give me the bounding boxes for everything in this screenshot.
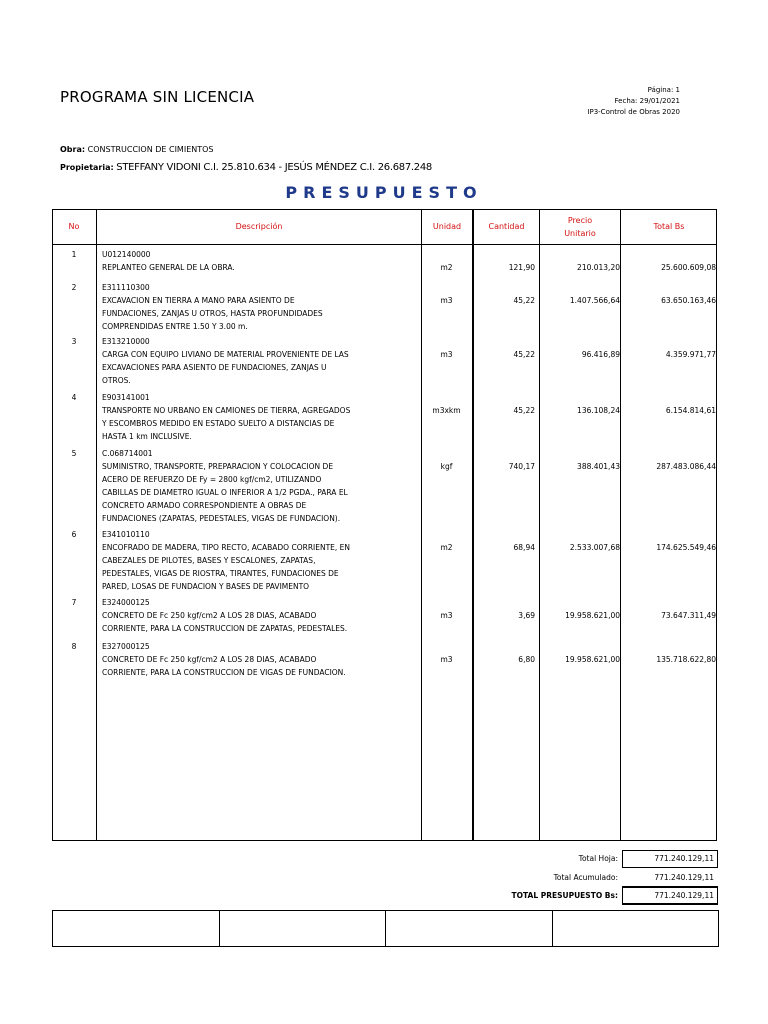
obra-label: Obra: (60, 145, 86, 154)
item-description-line: OTROS. (102, 376, 131, 385)
header-divider (52, 244, 717, 245)
item-unit-price: 96.416,89 (581, 350, 620, 359)
item-unit: kgf (440, 462, 453, 471)
signature-boxes (52, 910, 719, 947)
item-total: 135.718.622,80 (656, 655, 716, 664)
item-description-line: CONCRETO ARMADO CORRESPONDIENTE A OBRAS DE (102, 501, 307, 510)
item-quantity: 740,17 (508, 462, 535, 471)
item-total: 287.483.086,44 (656, 462, 716, 471)
item-unit: m3 (440, 350, 453, 359)
signature-box (53, 911, 220, 946)
item-unit: m3xkm (432, 406, 461, 415)
item-number: 8 (71, 642, 77, 651)
item-description-line: ENCOFRADO DE MADERA, TIPO RECTO, ACABADO CORRIENTE, EN (102, 543, 351, 552)
item-quantity: 68,94 (513, 543, 535, 552)
item-code: E324000125 (102, 598, 150, 607)
item-description-line: Y ESCOMBROS MEDIDO EN ESTADO SUELTO A DISTANCIAS DE (102, 419, 335, 428)
total-hoja-value: 771.240.129,11 (654, 854, 714, 863)
page-number: Página: 1 (647, 86, 680, 94)
item-description-line: COMPRENDIDAS ENTRE 1.50 Y 3.00 m. (102, 322, 248, 331)
propietaria-value: STEFFANY VIDONI C.I. 25.810.634 - JESÚS MÉNDEZ C.I. 26.687.248 (116, 162, 432, 173)
item-total: 174.625.549,46 (656, 543, 716, 552)
column-header-precio-line2: Unitario (564, 228, 596, 238)
column-divider (96, 209, 97, 841)
column-header-precio-line1: Precio (567, 215, 593, 225)
item-code: C.068714001 (102, 449, 153, 458)
item-code: E903141001 (102, 393, 150, 402)
item-number: 7 (71, 598, 77, 607)
software-name: IP3-Control de Obras 2020 (587, 108, 680, 116)
item-description-line: EXCAVACIONES PARA ASIENTO DE FUNDACIONES, ZANJAS U (102, 363, 327, 372)
item-description-line: PEDESTALES, VIGAS DE RIOSTRA, TIRANTES, FUNDACIONES DE (102, 569, 339, 578)
item-code: E313210000 (102, 337, 150, 346)
item-number: 6 (71, 530, 77, 539)
item-quantity: 3,69 (518, 611, 535, 620)
total-presupuesto-value: 771.240.129,11 (654, 891, 714, 900)
item-total: 4.359.971,77 (665, 350, 716, 359)
signature-box (553, 911, 719, 946)
item-description-line: CABILLAS DE DIAMETRO IGUAL O INFERIOR A 1/2 PGDA., PARA EL (102, 488, 348, 497)
item-code: E327000125 (102, 642, 150, 651)
item-unit-price: 1.407.566,64 (569, 296, 620, 305)
item-unit-price: 136.108,24 (577, 406, 620, 415)
document-title: PRESUPUESTO (285, 183, 483, 202)
item-unit-price: 19.958.621,00 (565, 655, 620, 664)
item-number: 3 (71, 337, 77, 346)
item-total: 63.650.163,46 (661, 296, 716, 305)
item-code: E341010110 (102, 530, 150, 539)
item-quantity: 45,22 (513, 296, 535, 305)
item-quantity: 45,22 (513, 350, 535, 359)
column-header-descripcion: Descripción (235, 222, 283, 231)
item-quantity: 121,90 (508, 263, 535, 272)
document-meta (460, 85, 680, 118)
item-unit: m3 (440, 655, 453, 664)
item-code: E311110300 (102, 283, 150, 292)
item-description-line: CORRIENTE, PARA LA CONSTRUCCION DE ZAPATAS, PEDESTALES. (102, 624, 348, 633)
item-total: 25.600.609,08 (661, 263, 716, 272)
total-acumulado-label: Total Acumulado: (553, 873, 618, 882)
column-header-total: Total Bs (653, 222, 685, 231)
item-total: 73.647.311,49 (661, 611, 716, 620)
obra-value: CONSTRUCCION DE CIMIENTOS (87, 145, 214, 154)
item-description-line: CORRIENTE, PARA LA CONSTRUCCION DE VIGAS DE FUNDACION. (102, 668, 346, 677)
item-description-line: CABEZALES DE PILOTES, BASES Y ESCALONES, ZAPATAS, (102, 556, 316, 565)
item-description-line: SUMINISTRO, TRANSPORTE, PREPARACION Y COLOCACION DE (102, 462, 334, 471)
column-header-precio (540, 209, 620, 244)
item-description-line: HASTA 1 km INCLUSIVE. (102, 432, 192, 441)
column-header-cantidad: Cantidad (488, 222, 525, 231)
obra-line (60, 145, 214, 154)
item-number: 5 (71, 449, 77, 458)
item-unit: m3 (440, 611, 453, 620)
item-description-line: FUNDACIONES, ZANJAS U OTROS, HASTA PROFUNDIDADES (102, 309, 323, 318)
item-number: 4 (71, 393, 77, 402)
propietaria-line (60, 162, 432, 173)
column-header-no: No (68, 222, 80, 231)
total-hoja-label: Total Hoja: (578, 854, 618, 863)
total-acumulado-value: 771.240.129,11 (654, 873, 714, 882)
item-unit: m2 (440, 543, 453, 552)
item-description-line: PARED, LOSAS DE FUNDACION Y BASES DE PAVIMENTO (102, 582, 310, 591)
column-header-unidad: Unidad (432, 222, 462, 231)
item-unit-price: 2.533.007,68 (569, 543, 620, 552)
item-unit-price: 388.401,43 (577, 462, 620, 471)
item-description-line: CONCRETO DE Fc 250 kgf/cm2 A LOS 28 DIAS, ACABADO (102, 611, 317, 620)
item-number: 1 (71, 250, 77, 259)
item-unit-price: 210.013,20 (577, 263, 620, 272)
document-date: Fecha: 29/01/2021 (614, 97, 680, 105)
item-number: 2 (71, 283, 77, 292)
item-description-line: REPLANTEO GENERAL DE LA OBRA. (102, 263, 235, 272)
item-description-line: CONCRETO DE Fc 250 kgf/cm2 A LOS 28 DIAS, ACABADO (102, 655, 317, 664)
item-quantity: 6,80 (518, 655, 535, 664)
item-description-line: EXCAVACION EN TIERRA A MANO PARA ASIENTO DE (102, 296, 295, 305)
signature-box (220, 911, 387, 946)
item-description-line: FUNDACIONES (ZAPATAS, PEDESTALES, VIGAS DE FUNDACION). (102, 514, 341, 523)
item-description-line: TRANSPORTE NO URBANO EN CAMIONES DE TIERRA, AGREGADOS (102, 406, 351, 415)
item-code: U012140000 (102, 250, 151, 259)
item-unit: m2 (440, 263, 453, 272)
propietaria-label: Propietaria: (60, 163, 114, 172)
item-unit-price: 19.958.621,00 (565, 611, 620, 620)
item-description-line: ACERO DE REFUERZO DE Fy = 2800 kgf/cm2, UTILIZANDO (102, 475, 322, 484)
item-total: 6.154.814,61 (665, 406, 716, 415)
signature-box (386, 911, 553, 946)
item-quantity: 45,22 (513, 406, 535, 415)
total-presupuesto-label: TOTAL PRESUPUESTO Bs: (511, 891, 618, 900)
item-unit: m3 (440, 296, 453, 305)
item-description-line: CARGA CON EQUIPO LIVIANO DE MATERIAL PROVENIENTE DE LAS (102, 350, 349, 359)
program-title: PROGRAMA SIN LICENCIA (60, 88, 255, 106)
